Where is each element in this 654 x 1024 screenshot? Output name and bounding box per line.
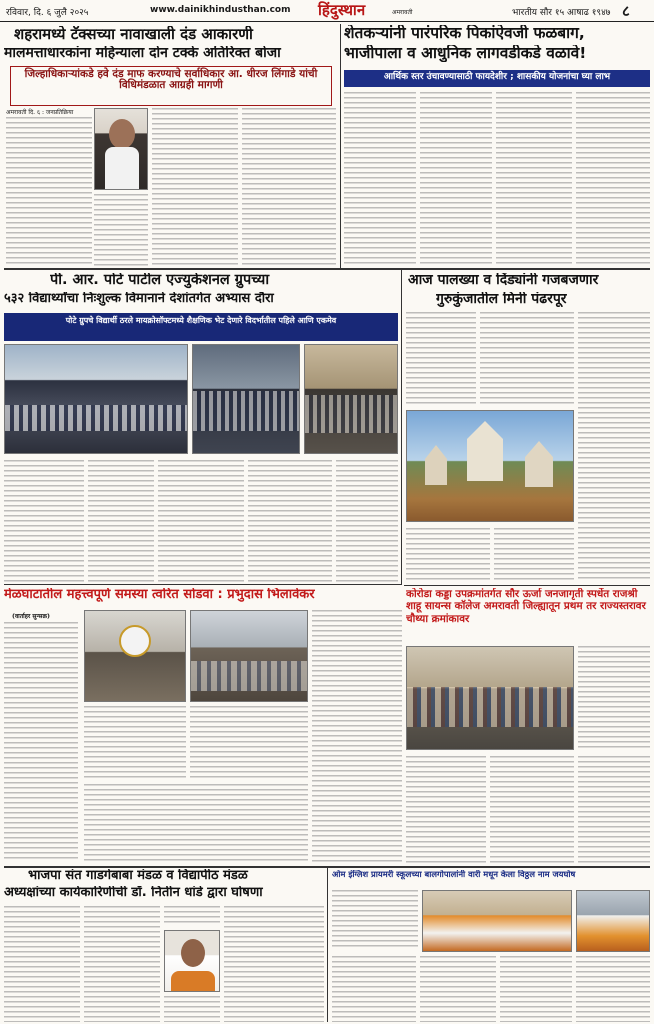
meeting-photo-1 <box>84 610 186 702</box>
story8-column-4 <box>500 956 572 1022</box>
meeting-photo-2 <box>190 610 308 702</box>
page-number: ८ <box>622 2 630 20</box>
story7-column-3 <box>164 906 220 926</box>
leader-portrait-photo <box>164 930 220 992</box>
story1-column-3 <box>152 108 238 266</box>
story2-headline-line1: शेतकऱ्यांनी पारंपरिक पिकांऐवजी फळबाग, <box>344 25 585 42</box>
story2-column-3 <box>496 92 572 266</box>
students-group-photo-2 <box>192 344 300 454</box>
page-header <box>0 0 654 22</box>
story5-column-2 <box>84 706 186 780</box>
college-award-photo <box>406 646 574 750</box>
story3-headline-line1: पी. आर. पोटे पाटील एज्युकेशनल ग्रुपच्या <box>50 273 270 288</box>
story4-column-2 <box>480 312 574 406</box>
horizontal-divider-2 <box>404 585 650 586</box>
vertical-divider-top <box>340 24 341 268</box>
school-wari-photo-2 <box>576 890 650 952</box>
temple-procession-photo <box>406 410 574 522</box>
story5-column-4 <box>312 610 402 862</box>
legislator-portrait-photo <box>94 108 148 190</box>
story7-headline-line1: भाजपा संत गाडगेबाबा मंडळ व विद्यापीठ मंडळ <box>28 869 248 883</box>
story3-column-1 <box>4 460 84 582</box>
horizontal-divider-1 <box>4 268 650 270</box>
story6-column-3 <box>490 756 574 864</box>
story7-column-1 <box>4 906 80 1022</box>
story4-column-5 <box>494 528 574 582</box>
story3-column-5 <box>336 460 398 582</box>
vertical-divider-bottom <box>327 868 328 1022</box>
story4-column-1 <box>406 312 476 406</box>
story4-column-3 <box>578 312 650 582</box>
story8-column-3 <box>420 956 496 1022</box>
story1-headline-line1: शहरामध्ये टॅक्सच्या नावाखाली दंड आकारणी <box>14 26 253 43</box>
story7-column-2 <box>84 906 160 1022</box>
story3-column-3 <box>158 460 244 582</box>
story1-column-1 <box>6 117 92 266</box>
story1-column-2 <box>94 194 148 266</box>
story1-subhead: जिल्हाधिकाऱ्यांकडे हवे दंड माफ करण्याचे सर्वाधिकार आ. धीरज लिंगाडे यांची विधिमंडळात आग्रही मागणी <box>10 66 332 106</box>
horizontal-divider-3 <box>4 584 402 585</box>
story6-column-1 <box>578 646 650 750</box>
story7-column-4 <box>164 996 220 1022</box>
story6-column-4 <box>578 756 650 864</box>
story4-column-4 <box>406 528 490 582</box>
story3-column-2 <box>88 460 154 582</box>
date-line: रविवार, दि. ६ जुलै २०२५ <box>6 8 89 18</box>
vertical-divider-middle <box>401 270 402 584</box>
story2-column-4 <box>576 92 650 266</box>
story3-column-4 <box>248 460 332 582</box>
students-group-photo-1 <box>4 344 188 454</box>
story2-headline-line2: भाजीपाला व आधुनिक लागवडीकडे वळावे! <box>344 45 587 62</box>
story1-column-4 <box>242 108 336 266</box>
story1-headline-line2: मालमत्ताधारकांना महिन्याला दोन टक्के अतिरिक्त बोजा <box>4 46 281 61</box>
students-group-photo-3 <box>304 344 398 454</box>
story8-headline: ओम इंग्लिश प्रायमरी स्कूलच्या बालगोपालांनी वारी मधून केला विठ्ठल नाम जयघोष <box>332 870 576 879</box>
story2-column-1 <box>344 92 416 266</box>
story7-column-5 <box>224 906 324 1022</box>
website-link[interactable]: www.dainikhindusthan.com <box>150 5 291 15</box>
story5-column-1 <box>4 622 78 862</box>
story4-headline-line2: गुरुकुंजातील मिनी पंढरपूर <box>436 292 567 307</box>
story3-subhead: पोटे ग्रुपचे विद्यार्थी ठरले मायक्रोसॉफ्टमध्ये शैक्षणिक भेट देणारे विदर्भातील पहिले आणि एकमेव <box>4 313 398 341</box>
story8-column-1 <box>332 890 418 948</box>
story2-column-2 <box>420 92 492 266</box>
story5-column-3 <box>190 706 308 780</box>
story6-headline: कोरोडा कड्डा उपक्रमांतर्गत सौर ऊर्जा जनजागृती स्पर्धेत राजश्री शाहू सायन्स कॉलेज अमरावती जिल्ह्यातून प्रथम तर राज्यस्तरावर चौथ्या क्रमांकावर <box>406 588 646 625</box>
saka-date: भारतीय सौर १५ आषाढ १९४७ <box>512 8 611 18</box>
story1-byline: अमरावती दि. ६ : जनप्रतिक्रिया <box>6 109 74 116</box>
story3-headline-line2: ५३२ विद्यार्थ्यांचा निःशुल्क विमानाने देशांतर्गत अभ्यास दौरा <box>4 292 274 306</box>
story5-headline: मेळघाटातील महत्त्वपूर्ण समस्या त्वरित सोडवा : प्रभुदास भिलावेकर <box>4 588 315 602</box>
story7-headline-line2: अध्यक्षांच्या कार्यकारिणीची डॉ. नितीन धांडे द्वारा घोषणा <box>4 886 263 900</box>
story4-headline-line1: आज पालख्या व दिंड्यांनी गजबजणार <box>408 273 599 288</box>
story5-kicker: (वार्ताहर सुन्सक्र) <box>12 613 50 620</box>
school-wari-photo-1 <box>422 890 572 952</box>
story6-column-2 <box>406 756 486 864</box>
masthead: हिंदुस्थान <box>318 1 366 19</box>
masthead-sub: अमरावती <box>392 9 413 16</box>
story8-column-5 <box>576 956 650 1022</box>
story5-column-5 <box>84 784 308 862</box>
story2-subhead: आर्थिक स्तर उंचावण्यासाठी फायदेशीर ; शासकीय योजनांचा घ्या लाभ <box>344 70 650 87</box>
story8-column-2 <box>332 956 416 1022</box>
